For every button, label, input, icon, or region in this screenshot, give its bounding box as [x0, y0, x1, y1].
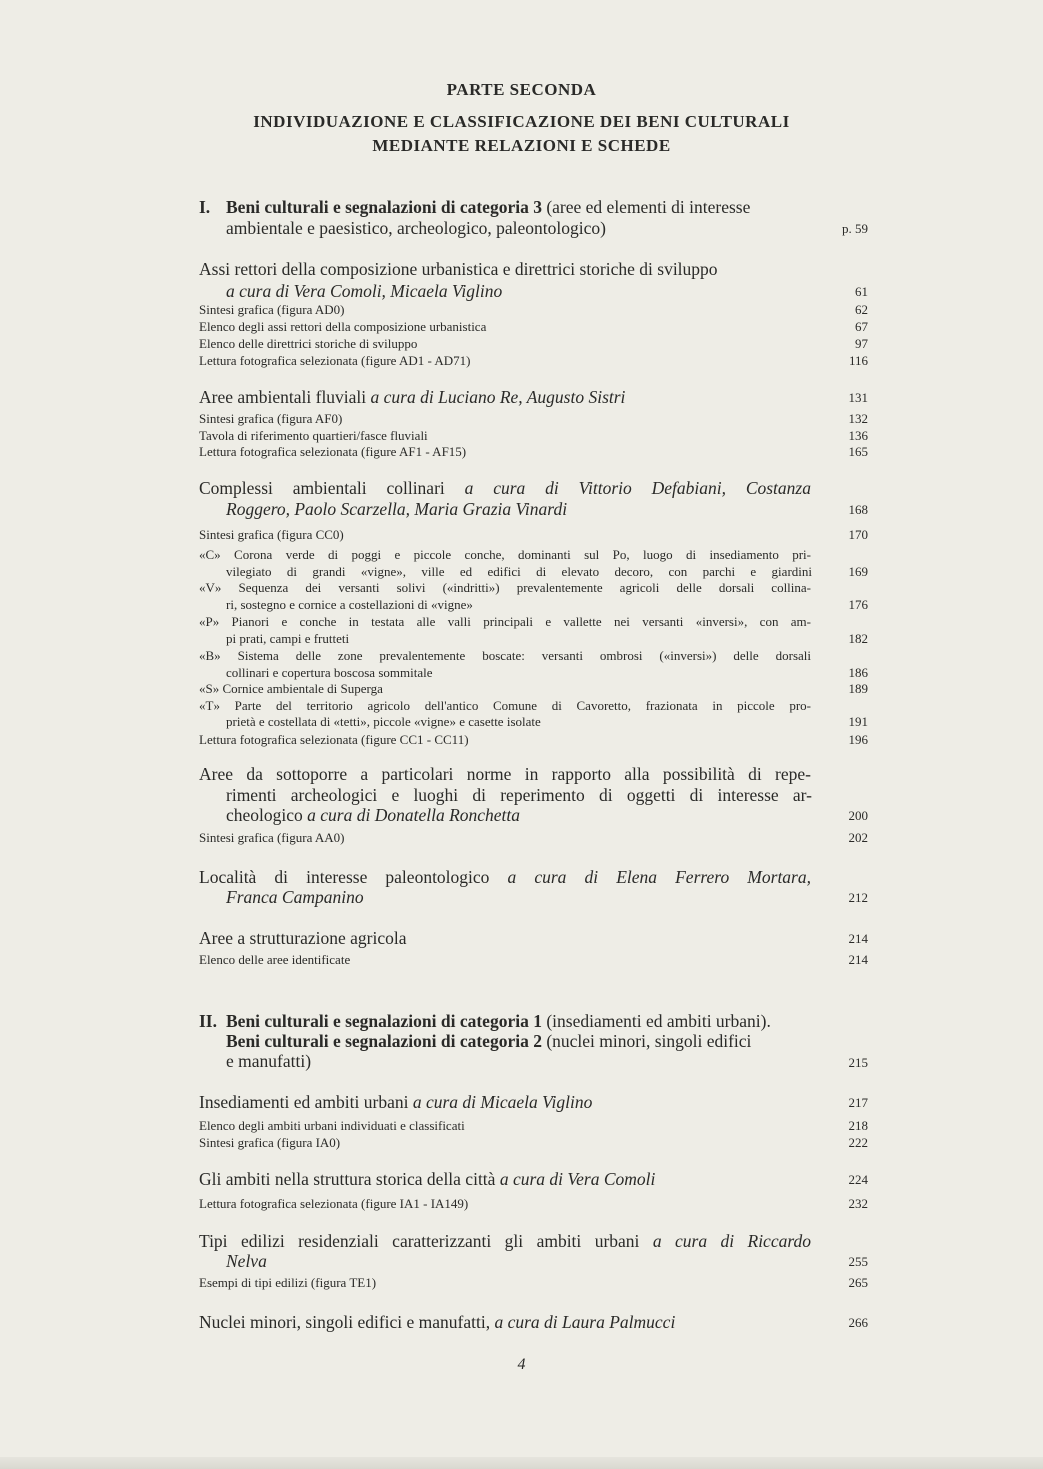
page-number: 176	[848, 597, 868, 612]
sub-entry: Lettura fotografica selezionata (figure AF1 - AF15)	[199, 444, 467, 459]
page-number: 165	[848, 444, 868, 459]
page-number: 214	[848, 931, 868, 946]
sub-entry: «P» Pianori e conche in testata alle valli principali e vallette nei versanti «inversi», con am-	[199, 614, 811, 629]
sub-entry: Tavola di riferimento quartieri/fasce fluviali	[199, 428, 428, 443]
entry-authors: Nelva	[226, 1251, 267, 1271]
page-number: 116	[848, 353, 868, 368]
entry-authors: Franca Campanino	[226, 887, 364, 907]
footer-page-number: 4	[517, 1356, 526, 1373]
page-number: 266	[848, 1315, 868, 1330]
section-number: II.	[199, 1011, 217, 1031]
sub-entry: Sintesi grafica (figura CC0)	[199, 527, 344, 542]
page-number: 168	[848, 502, 868, 517]
sub-entry-cont: prietà e costellata di «tetti», piccole «vigne» e casette isolate	[226, 714, 541, 729]
page-number: 215	[848, 1055, 868, 1070]
page-number: 131	[848, 390, 868, 405]
section-2-heading-cont: Beni culturali e segnalazioni di categoria 2 (nuclei minori, singoli edifici	[226, 1031, 752, 1051]
part-heading: PARTE SECONDA	[446, 80, 597, 99]
sub-entry: Sintesi grafica (figura AA0)	[199, 830, 345, 845]
page-number: 136	[848, 428, 868, 443]
entry-title: Assi rettori della composizione urbanistica e direttrici storiche di sviluppo	[199, 259, 718, 279]
part-title-line2: MEDIANTE RELAZIONI E SCHEDE	[372, 136, 671, 155]
page-number: 265	[848, 1275, 868, 1290]
entry-title: Nuclei minori, singoli edifici e manufatti, a cura di Laura Palmucci	[199, 1312, 676, 1332]
page-number: 196	[848, 732, 868, 747]
page-number: 170	[848, 527, 868, 542]
sub-entry: Elenco delle aree identificate	[199, 952, 351, 967]
section-2-heading-cont: e manufatti)	[226, 1051, 312, 1071]
page-number: 182	[848, 631, 868, 646]
sub-entry: Elenco degli assi rettori della composizione urbanistica	[199, 319, 487, 334]
page-number: 61	[855, 284, 868, 299]
page-edge	[0, 1457, 1043, 1469]
page-number: 186	[848, 665, 868, 680]
page-number: 97	[855, 336, 868, 351]
entry-title: Aree a strutturazione agricola	[199, 928, 407, 948]
sub-entry-cont: vilegiato di grandi «vigne», ville ed edifici di elevato decoro, con parchi e giardini	[226, 564, 812, 579]
entry-title: Complessi ambientali collinari a cura di Vittorio Defabiani, Costanza	[199, 478, 811, 498]
sub-entry: Lettura fotografica selezionata (figure CC1 - CC11)	[199, 732, 469, 747]
sub-entry: «B» Sistema delle zone prevalentemente boscate: versanti ombrosi («inversi») delle dorsali	[199, 648, 811, 663]
sub-entry: «C» Corona verde di poggi e piccole conche, dominanti sul Po, luogo di insediamento pri-	[199, 547, 811, 562]
sub-entry: Sintesi grafica (figura IA0)	[199, 1135, 341, 1150]
section-1-heading: I. Beni culturali e segnalazioni di categoria 3 (aree ed elementi di interesse	[199, 197, 751, 217]
page-number: 217	[848, 1095, 868, 1110]
page-number: 255	[848, 1254, 868, 1269]
page-number: 222	[848, 1135, 868, 1150]
entry-title: Aree da sottoporre a particolari norme in rapporto alla possibilità di repe-	[199, 764, 811, 784]
entry-title: Insediamenti ed ambiti urbani a cura di Micaela Viglino	[199, 1092, 593, 1112]
page-number: p. 59	[842, 221, 868, 236]
section-bold-title: Beni culturali e segnalazioni di categoria 3	[226, 197, 542, 217]
page-number: 212	[848, 890, 868, 905]
entry-title: Aree ambientali fluviali a cura di Luciano Re, Augusto Sistri	[199, 387, 626, 407]
entry-title: Gli ambiti nella struttura storica della città a cura di Vera Comoli	[199, 1169, 656, 1189]
section-2-heading: II. Beni culturali e segnalazioni di categoria 1 (insediamenti ed ambiti urbani).	[199, 1011, 771, 1031]
sub-entry: Lettura fotografica selezionata (figure IA1 - IA149)	[199, 1196, 469, 1211]
sub-entry: Lettura fotografica selezionata (figure AD1 - AD71)	[199, 353, 471, 368]
entry-title-cont: rimenti archeologici e luoghi di reperimento di oggetti di interesse ar-	[226, 785, 812, 805]
sub-entry-cont: pi prati, campi e frutteti	[226, 631, 350, 646]
page-number: 232	[848, 1196, 868, 1211]
page-number: 67	[855, 319, 868, 334]
page-number: 218	[848, 1118, 868, 1133]
section-1-subtitle: ambientale e paesistico, archeologico, paleontologico)	[226, 218, 606, 238]
page-number: 191	[848, 714, 868, 729]
sub-entry-cont: collinari e copertura boscosa sommitale	[226, 665, 433, 680]
sub-entry: Esempi di tipi edilizi (figura TE1)	[199, 1275, 377, 1290]
section-number: I.	[199, 197, 211, 217]
page-number: 224	[848, 1172, 868, 1187]
entry-title: Tipi edilizi residenziali caratterizzanti gli ambiti urbani a cura di Riccardo	[199, 1231, 812, 1251]
sub-entry: Sintesi grafica (figura AF0)	[199, 411, 343, 426]
sub-entry: «T» Parte del territorio agricolo dell'antico Comune di Cavoretto, frazionata in piccole pro-	[199, 698, 811, 713]
page-number: 62	[855, 302, 868, 317]
sub-entry: Sintesi grafica (figura AD0)	[199, 302, 345, 317]
sub-entry: «S» Cornice ambientale di Superga	[199, 681, 383, 696]
page-number: 200	[848, 808, 868, 823]
entry-title: Località di interesse paleontologico a cura di Elena Ferrero Mortara,	[199, 867, 811, 887]
sub-entry: «V» Sequenza dei versanti solivi («indritti») prevalentemente agricoli delle dorsali collina-	[199, 580, 811, 595]
page-number: 189	[848, 681, 868, 696]
entry-authors: Roggero, Paolo Scarzella, Maria Grazia Vinardi	[226, 499, 568, 519]
entry-authors: a cura di Vera Comoli, Micaela Viglino	[226, 281, 503, 301]
part-title-line1: INDIVIDUAZIONE E CLASSIFICAZIONE DEI BENI CULTURALI	[253, 112, 790, 131]
page-number: 202	[848, 830, 868, 845]
entry-title-cont: cheologico a cura di Donatella Ronchetta	[226, 805, 521, 825]
page-number: 214	[848, 952, 868, 967]
sub-entry: Elenco delle direttrici storiche di sviluppo	[199, 336, 418, 351]
sub-entry: Elenco degli ambiti urbani individuati e classificati	[199, 1118, 465, 1133]
page-number: 169	[848, 564, 868, 579]
sub-entry-cont: ri, sostegno e cornice a costellazioni di «vigne»	[226, 597, 473, 612]
page-number: 132	[848, 411, 868, 426]
